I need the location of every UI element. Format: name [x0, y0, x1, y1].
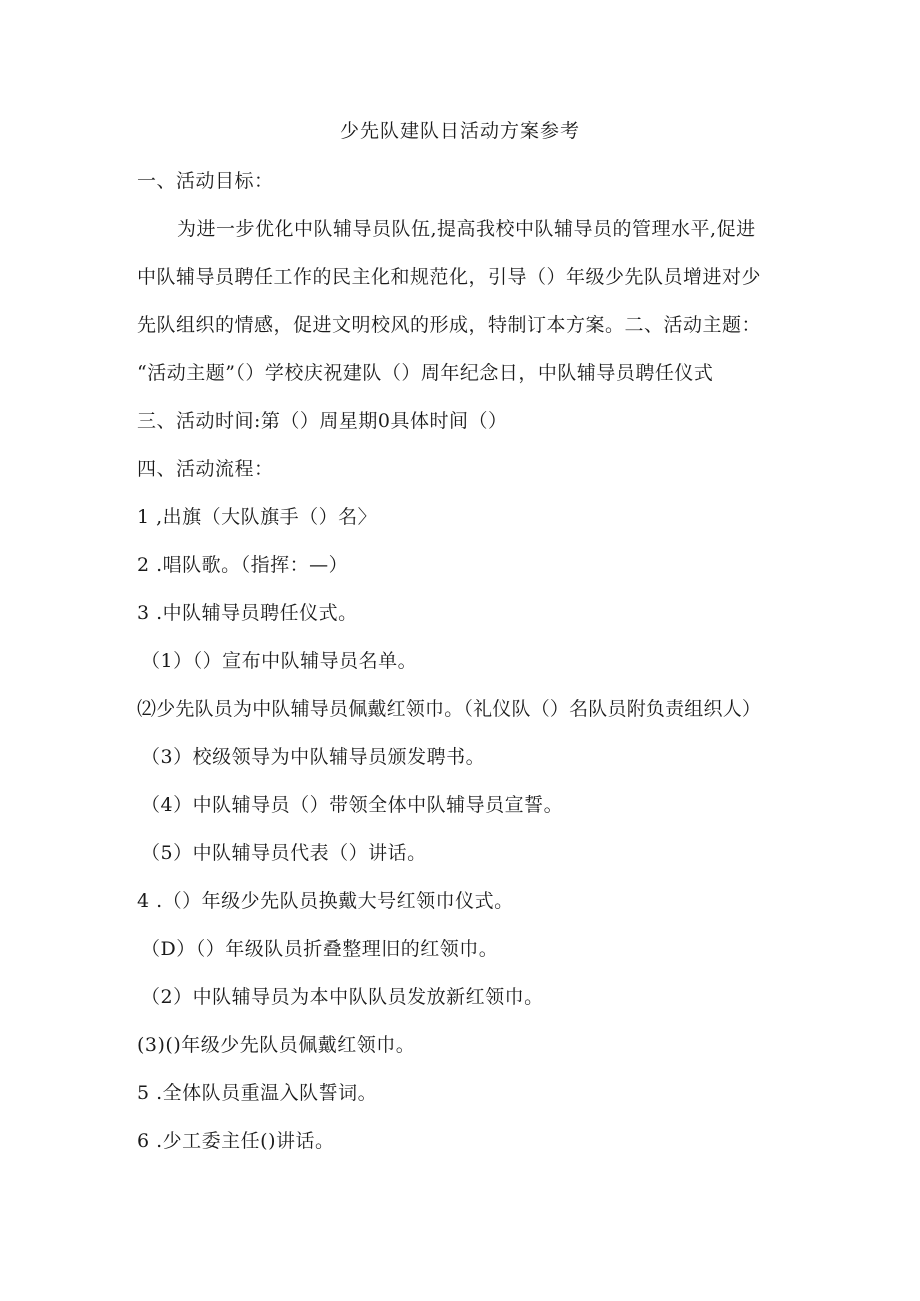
sub-list-item: (3)()年级少先队员佩戴红领巾。 — [137, 1034, 416, 1056]
sub-list-item: （1）（）宣布中队辅导员名单。 — [141, 650, 418, 672]
list-item: 5 .全体队员重温入队誓词。 — [137, 1082, 378, 1104]
sub-list-item: （5）中队辅导员代表（）讲话。 — [141, 842, 427, 864]
paragraph-line: 先队组织的情感，促进文明校风的形成，特制订本方案。二、活动主题： — [137, 314, 762, 336]
section-heading-process: 四、活动流程： — [137, 458, 274, 480]
sub-list-item: （3）校级领导为中队辅导员颁发聘书。 — [141, 746, 486, 768]
sub-list-item: （D）（）年级队员折叠整理旧的红领巾。 — [141, 938, 499, 960]
section-heading-goal: 一、活动目标： — [137, 170, 274, 192]
list-item: 6 .少工委主任()讲话。 — [137, 1130, 335, 1152]
section-heading-time: 三、活动时间:第（）周星期0具体时间（） — [137, 410, 508, 432]
list-item: 2 .唱队歌。（指挥：—） — [137, 554, 349, 576]
list-item: 3 .中队辅导员聘任仪式。 — [137, 602, 358, 624]
sub-list-item: （4）中队辅导员（）带领全体中队辅导员宣誓。 — [141, 794, 564, 816]
document-title: 少先队建队日活动方案参考 — [340, 120, 581, 142]
list-item: 1 ,出旗（大队旗手（）名〉 — [137, 506, 378, 528]
paragraph-line: 中队辅导员聘任工作的民主化和规范化，引导（）年级少先队员增进对少 — [137, 266, 762, 288]
sub-list-item: ⑵少先队员为中队辅导员佩戴红领巾。（礼仪队（）名队员附负责组织人） — [137, 698, 762, 720]
paragraph-line: “活动主题”（）学校庆祝建队（）周年纪念日，中队辅导员聘任仪式 — [137, 362, 714, 384]
sub-list-item: （2）中队辅导员为本中队队员发放新红领巾。 — [141, 986, 544, 1008]
paragraph-line: 为进一步优化中队辅导员队伍,提高我校中队辅导员的管理水平,促进 — [177, 218, 756, 240]
list-item: 4 .（）年级少先队员换戴大号红领巾仪式。 — [137, 890, 514, 912]
